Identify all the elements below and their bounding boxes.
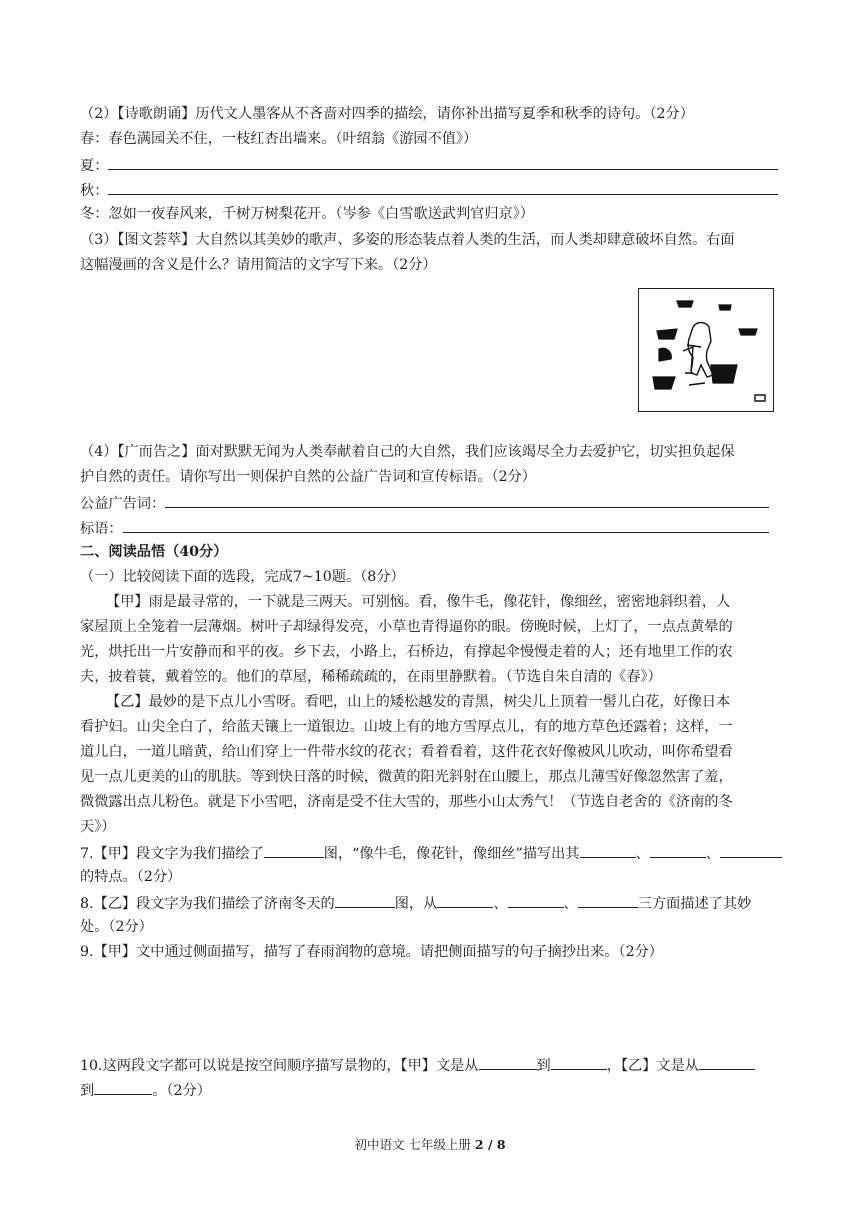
- q8-sep: 、: [563, 896, 578, 912]
- question-4-line1: （4）【广而告之】面对默默无闻为人类奉献着自己的大自然，我们应该竭尽全力去爱护它，切实担负起保: [80, 444, 735, 460]
- q7-blank-3[interactable]: [650, 842, 706, 858]
- question-8-end: 处。（2分）: [80, 919, 153, 935]
- passage-jia-line: 光，烘托出一片安静而和平的夜。乡下去，小路上，石桥边，有撑起伞慢慢走着的人；还有地里工作的农: [80, 644, 733, 660]
- question-4-line2: 护自然的责任。请你写出一则保护自然的公益广告词和宣传标语。（2分）: [80, 469, 536, 485]
- passage-yi-line: 【乙】最妙的是下点儿小雪呀。看吧，山上的矮松越发的青黑，树尖儿上顶着一髻儿白花，好像日本: [106, 694, 731, 710]
- tree-stump-cartoon-icon: [639, 289, 773, 411]
- q8-sep: 、: [493, 896, 508, 912]
- passage-yi-line: 微微露出点儿粉色。就是下小雪吧，济南是受不住大雪的，那些小山太秀气！（节选自老舍的《济南的冬: [80, 794, 733, 810]
- slogan-line: [80, 517, 769, 539]
- question-10-end: [80, 1079, 211, 1101]
- q8-text-c: 三方面描述了其妙: [637, 896, 752, 912]
- summer-label: 夏：: [80, 158, 109, 174]
- autumn-answer-blank[interactable]: [108, 179, 778, 195]
- q8-blank-1[interactable]: [335, 892, 395, 908]
- q7-blank-1[interactable]: [264, 842, 324, 858]
- q7-text-a: 7.【甲】段文字为我们描绘了: [80, 846, 264, 862]
- autumn-label: 秋：: [80, 183, 109, 199]
- footer-text: 初中语文 七年级上册: [354, 1137, 475, 1152]
- question-2: （2）【诗歌朗诵】历代文人墨客从不吝啬对四季的描绘，请你补出描写夏季和秋季的诗句。（2分）: [80, 106, 694, 122]
- passage-jia-line: 家屋顶上全笼着一层薄烟。树叶子却绿得发亮，小草也青得逼你的眼。傍晚时候，上灯了，一点点黄晕的: [80, 619, 733, 635]
- passage-yi-line: 看护妇。山尖全白了，给蓝天镶上一道银边。山坡上有的地方雪厚点儿，有的地方草色还露着；这样，一: [80, 719, 733, 735]
- passage-yi-line: 道儿白，一道儿暗黄，给山们穿上一件带水纹的花衣；看着看着，这件花衣好像被风儿吹动，叫你希望看: [80, 744, 733, 760]
- autumn-line: [80, 179, 778, 201]
- q10-text-b: 到: [536, 1058, 551, 1074]
- q10-text-e: 。（2分）: [152, 1083, 211, 1099]
- passage-jia-line: 【甲】雨是最寻常的，一下就是三两天。可别恼。看，像牛毛，像花针，像细丝，密密地斜织着，人: [106, 594, 731, 610]
- summer-line: [80, 154, 778, 176]
- cartoon-image: [638, 288, 774, 412]
- question-8: [80, 892, 751, 914]
- question-10: [80, 1054, 755, 1076]
- q7-blank-2[interactable]: [580, 842, 636, 858]
- passage-yi-line: 见一点儿更美的山的肌肤。等到快日落的时候，微黄的阳光斜射在山腰上，那点儿薄雪好像忽然害了羞，: [80, 769, 733, 785]
- question-3-line1: （3）【图文荟萃】大自然以其美妙的歌声、多姿的形态装点着人类的生活，而人类却肆意破坏自然。右面: [80, 232, 735, 248]
- section-heading: 二、阅读品悟（40分）: [80, 544, 228, 560]
- spring-line: 春：春色满园关不住，一枝红杏出墙来。（叶绍翁《游园不值》）: [80, 131, 478, 147]
- q8-text-a: 8.【乙】段文字为我们描绘了济南冬天的: [80, 896, 335, 912]
- slogan-answer-blank[interactable]: [123, 517, 769, 533]
- q10-blank-1[interactable]: [479, 1054, 537, 1070]
- question-3-line2: 这幅漫画的含义是什么？请用简洁的文字写下来。（2分）: [80, 257, 437, 273]
- q8-blank-4[interactable]: [578, 892, 638, 908]
- summer-answer-blank[interactable]: [108, 154, 778, 170]
- page-footer: [0, 1135, 860, 1153]
- page-number: 2 / 8: [474, 1137, 506, 1152]
- q7-sep: 、: [635, 846, 650, 862]
- q8-text-b: 图，从: [394, 896, 438, 912]
- question-7: [80, 842, 782, 864]
- q10-text-c: ，【乙】文是从: [606, 1058, 699, 1074]
- q10-blank-2[interactable]: [551, 1054, 607, 1070]
- q10-text-a: 10.这两段文字都可以说是按空间顺序描写景物的，【甲】文是从: [80, 1058, 479, 1074]
- reading-intro: （一）比较阅读下面的选段，完成7~10题。（8分）: [80, 569, 405, 585]
- q10-blank-3[interactable]: [699, 1054, 755, 1070]
- q10-blank-4[interactable]: [94, 1079, 152, 1095]
- q10-text-d: 到: [80, 1083, 95, 1099]
- q8-blank-2[interactable]: [437, 892, 493, 908]
- ad-line: [80, 492, 769, 514]
- q7-sep: 、: [705, 846, 720, 862]
- winter-line: 冬：忽如一夜春风来，千树万树梨花开。（岑参《白雪歌送武判官归京》）: [80, 206, 534, 222]
- passage-jia-line: 夫，披着蓑，戴着笠的。他们的草屋，稀稀疏疏的，在雨里静默着。（节选自朱自清的《春》）: [80, 669, 662, 685]
- q8-blank-3[interactable]: [508, 892, 564, 908]
- slogan-label: 标语：: [80, 521, 123, 537]
- question-7-end: 的特点。（2分）: [80, 869, 182, 885]
- q7-text-b: 图，“像牛毛，像花针，像细丝”描写出其: [323, 846, 580, 862]
- ad-label: 公益广告词：: [80, 496, 166, 512]
- ad-answer-blank[interactable]: [165, 492, 769, 508]
- q7-blank-4[interactable]: [720, 842, 782, 858]
- passage-yi-line: 天》）: [80, 819, 116, 835]
- question-9: 9.【甲】文中通过侧面描写，描写了春雨润物的意境。请把侧面描写的句子摘抄出来。（2分）: [80, 944, 663, 960]
